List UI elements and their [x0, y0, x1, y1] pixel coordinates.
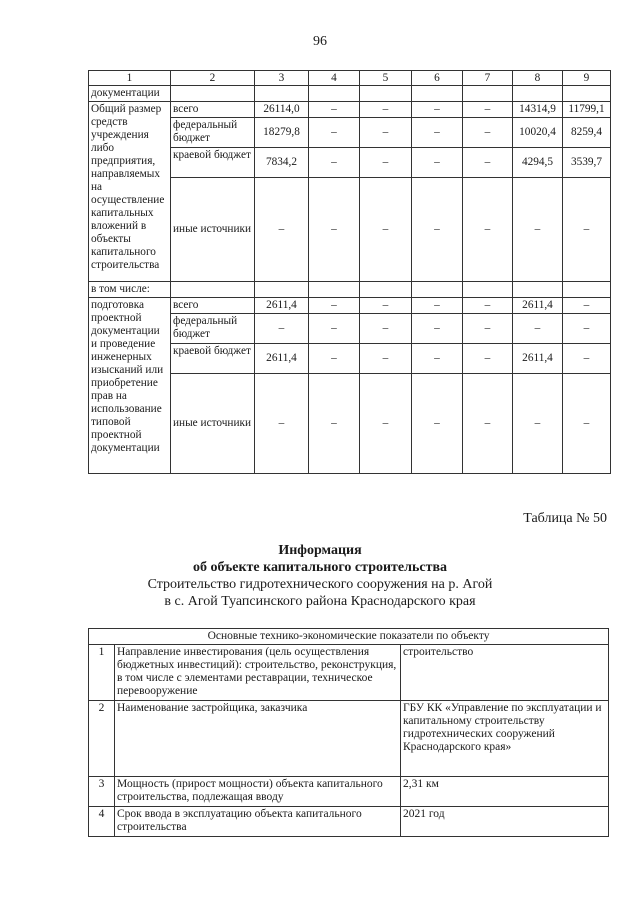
title-line-4: в с. Агой Туапсинского района Краснодарского края — [164, 594, 476, 609]
inclusive-row — [89, 282, 611, 298]
value-cell: – — [412, 102, 463, 118]
table-row — [89, 298, 611, 314]
column-number: 1 — [89, 71, 171, 86]
value-cell: – — [360, 148, 412, 178]
column-number: 4 — [309, 71, 360, 86]
value-cell: – — [563, 298, 611, 314]
value-cell: – — [412, 178, 463, 282]
value-cell: – — [360, 118, 412, 148]
value-cell: – — [463, 148, 513, 178]
continuation-label: документации — [89, 86, 171, 102]
value-cell: – — [563, 344, 611, 374]
indicator-value: ГБУ КК «Управление по эксплуатации и капитальному строительству гидротехнических сооружений Краснодарского края» — [401, 701, 609, 777]
value-cell: – — [463, 298, 513, 314]
indicators-header: Основные технико-экономические показатели по объекту — [89, 629, 609, 645]
value-cell: – — [309, 314, 360, 344]
row-number: 3 — [89, 777, 115, 807]
value-cell: – — [563, 314, 611, 344]
indicator-name: Направление инвестирования (цель осуществления бюджетных инвестиций): строительство, реконструкция, в том числе с элементами реставрации, техническое перевооружение — [115, 645, 401, 701]
table-caption: Таблица № 50 — [523, 511, 607, 526]
column-number-row — [89, 71, 611, 86]
value-cell: 2611,4 — [255, 344, 309, 374]
funding-table — [88, 70, 611, 474]
value-cell: – — [463, 314, 513, 344]
page-number: 96 — [313, 34, 327, 49]
source-cell: всего — [171, 102, 255, 118]
table-row — [89, 777, 609, 807]
value-cell: – — [463, 102, 513, 118]
value-cell: 2611,4 — [255, 298, 309, 314]
indicator-name: Срок ввода в эксплуатацию объекта капитального строительства — [115, 807, 401, 837]
table-row — [89, 102, 611, 118]
value-cell: 7834,2 — [255, 148, 309, 178]
funding-total-label: Общий размер средств учреждения либо предприятия, направляемых на осуществление капитальных вложений в объекты капитального строительства — [89, 102, 171, 282]
source-cell: иные источники — [171, 178, 255, 282]
column-number: 3 — [255, 71, 309, 86]
value-cell: 11799,1 — [563, 102, 611, 118]
value-cell: – — [563, 374, 611, 474]
value-cell: – — [463, 374, 513, 474]
value-cell: 8259,4 — [563, 118, 611, 148]
source-cell: краевой бюджет — [171, 148, 255, 178]
indicators-table — [88, 628, 609, 837]
column-number: 2 — [171, 71, 255, 86]
object-title — [0, 542, 640, 610]
value-cell: – — [412, 148, 463, 178]
design-works-label: подготовка проектной документации и проведение инженерных изысканий или приобретение прав на использование типовой проектной документации — [89, 298, 171, 474]
value-cell: – — [309, 102, 360, 118]
value-cell: 10020,4 — [513, 118, 563, 148]
source-cell: федеральный бюджет — [171, 314, 255, 344]
column-number: 5 — [360, 71, 412, 86]
value-cell: 26114,0 — [255, 102, 309, 118]
inclusive-label: в том числе: — [89, 282, 171, 298]
value-cell: – — [463, 178, 513, 282]
value-cell: – — [360, 298, 412, 314]
row-number: 4 — [89, 807, 115, 837]
value-cell: – — [309, 118, 360, 148]
column-number: 8 — [513, 71, 563, 86]
indicator-name: Мощность (прирост мощности) объекта капитального строительства, подлежащая вводу — [115, 777, 401, 807]
continuation-row — [89, 86, 611, 102]
source-cell: краевой бюджет — [171, 344, 255, 374]
value-cell: – — [563, 178, 611, 282]
table-row — [89, 807, 609, 837]
value-cell: 2611,4 — [513, 298, 563, 314]
row-number: 2 — [89, 701, 115, 777]
column-number: 6 — [412, 71, 463, 86]
value-cell: – — [412, 298, 463, 314]
value-cell: – — [412, 314, 463, 344]
source-cell: всего — [171, 298, 255, 314]
value-cell: – — [360, 374, 412, 474]
title-line-3: Строительство гидротехнического сооружения на р. Агой — [147, 577, 493, 592]
value-cell: – — [513, 178, 563, 282]
table-row — [89, 645, 609, 701]
value-cell: – — [255, 178, 309, 282]
value-cell: – — [360, 344, 412, 374]
indicator-name: Наименование застройщика, заказчика — [115, 701, 401, 777]
source-cell: федеральный бюджет — [171, 118, 255, 148]
value-cell: – — [360, 178, 412, 282]
value-cell: – — [309, 298, 360, 314]
value-cell: – — [309, 178, 360, 282]
value-cell: – — [360, 102, 412, 118]
value-cell: 4294,5 — [513, 148, 563, 178]
value-cell: – — [412, 344, 463, 374]
value-cell: – — [513, 314, 563, 344]
column-number: 9 — [563, 71, 611, 86]
row-number: 1 — [89, 645, 115, 701]
column-number: 7 — [463, 71, 513, 86]
value-cell: 3539,7 — [563, 148, 611, 178]
value-cell: – — [255, 374, 309, 474]
value-cell: – — [309, 374, 360, 474]
indicator-value: 2,31 км — [401, 777, 609, 807]
value-cell: – — [513, 374, 563, 474]
value-cell: – — [463, 344, 513, 374]
source-cell: иные источники — [171, 374, 255, 474]
indicator-value: 2021 год — [401, 807, 609, 837]
value-cell: – — [255, 314, 309, 344]
value-cell: – — [463, 118, 513, 148]
value-cell: 18279,8 — [255, 118, 309, 148]
value-cell: 14314,9 — [513, 102, 563, 118]
value-cell: – — [309, 148, 360, 178]
indicators-header-row — [89, 629, 609, 645]
value-cell: – — [412, 374, 463, 474]
table-row — [89, 701, 609, 777]
value-cell: – — [309, 344, 360, 374]
title-line-1: Информация — [278, 543, 362, 558]
value-cell: – — [360, 314, 412, 344]
indicator-value: строительство — [401, 645, 609, 701]
title-line-2: об объекте капитального строительства — [192, 560, 448, 575]
value-cell: – — [412, 118, 463, 148]
value-cell: 2611,4 — [513, 344, 563, 374]
